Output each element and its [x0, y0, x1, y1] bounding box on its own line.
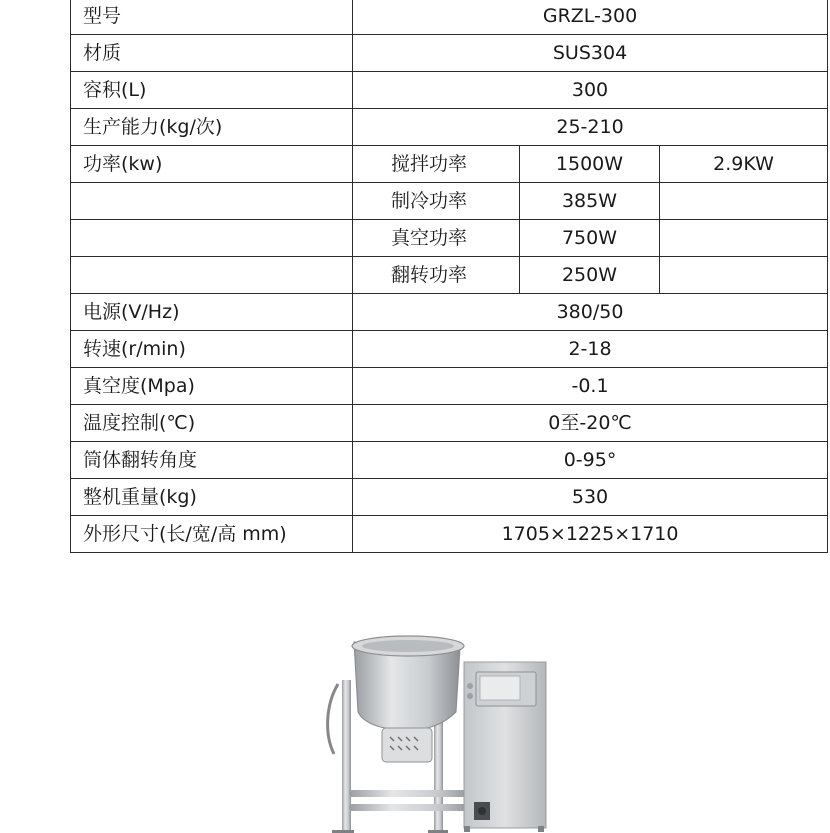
tumbler-machine-image	[316, 634, 556, 833]
spec-value: SUS304	[353, 35, 828, 72]
empty-cell	[71, 257, 353, 294]
spec-value: 25-210	[353, 109, 828, 146]
table-row	[71, 479, 828, 516]
table-row	[71, 331, 828, 368]
spec-value: -0.1	[353, 368, 828, 405]
spec-label: 真空度(Mpa)	[71, 368, 353, 405]
table-row	[71, 405, 828, 442]
spec-label: 容积(L)	[71, 72, 353, 109]
spec-label: 整机重量(kg)	[71, 479, 353, 516]
spec-label: 温度控制(℃)	[71, 405, 353, 442]
spec-label: 材质	[71, 35, 353, 72]
spec-label: 生产能力(kg/次)	[71, 109, 353, 146]
spec-value: 530	[353, 479, 828, 516]
spec-value: 0至-20℃	[353, 405, 828, 442]
table-row	[71, 72, 828, 109]
spec-value: 0-95°	[353, 442, 828, 479]
spec-value: 300	[353, 72, 828, 109]
power-item-value: 750W	[520, 220, 660, 257]
power-item-value: 385W	[520, 183, 660, 220]
spec-value: 380/50	[353, 294, 828, 331]
power-total: 2.9KW	[660, 146, 828, 183]
table-row	[71, 516, 828, 553]
table-row	[71, 294, 828, 331]
spec-label: 型号	[71, 0, 353, 35]
power-item-name: 制冷功率	[353, 183, 520, 220]
table-row	[71, 183, 828, 220]
table-row	[71, 368, 828, 405]
table-row	[71, 0, 828, 35]
power-item-name: 翻转功率	[353, 257, 520, 294]
table-row	[71, 220, 828, 257]
empty-cell	[660, 220, 828, 257]
power-item-name: 搅拌功率	[353, 146, 520, 183]
table-row	[71, 146, 828, 183]
spec-value: 1705×1225×1710	[353, 516, 828, 553]
power-item-name: 真空功率	[353, 220, 520, 257]
spec-label: 筒体翻转角度	[71, 442, 353, 479]
spec-table	[70, 0, 828, 553]
empty-cell	[660, 183, 828, 220]
power-item-value: 1500W	[520, 146, 660, 183]
empty-cell	[71, 220, 353, 257]
spec-value: 2-18	[353, 331, 828, 368]
table-row	[71, 442, 828, 479]
spec-label: 外形尺寸(长/宽/高 mm)	[71, 516, 353, 553]
empty-cell	[71, 183, 353, 220]
power-item-value: 250W	[520, 257, 660, 294]
table-row	[71, 257, 828, 294]
spec-value: GRZL-300	[353, 0, 828, 35]
table-row	[71, 109, 828, 146]
table-row	[71, 35, 828, 72]
empty-cell	[660, 257, 828, 294]
spec-label: 转速(r/min)	[71, 331, 353, 368]
power-label: 功率(kw)	[71, 146, 353, 183]
spec-label: 电源(V/Hz)	[71, 294, 353, 331]
